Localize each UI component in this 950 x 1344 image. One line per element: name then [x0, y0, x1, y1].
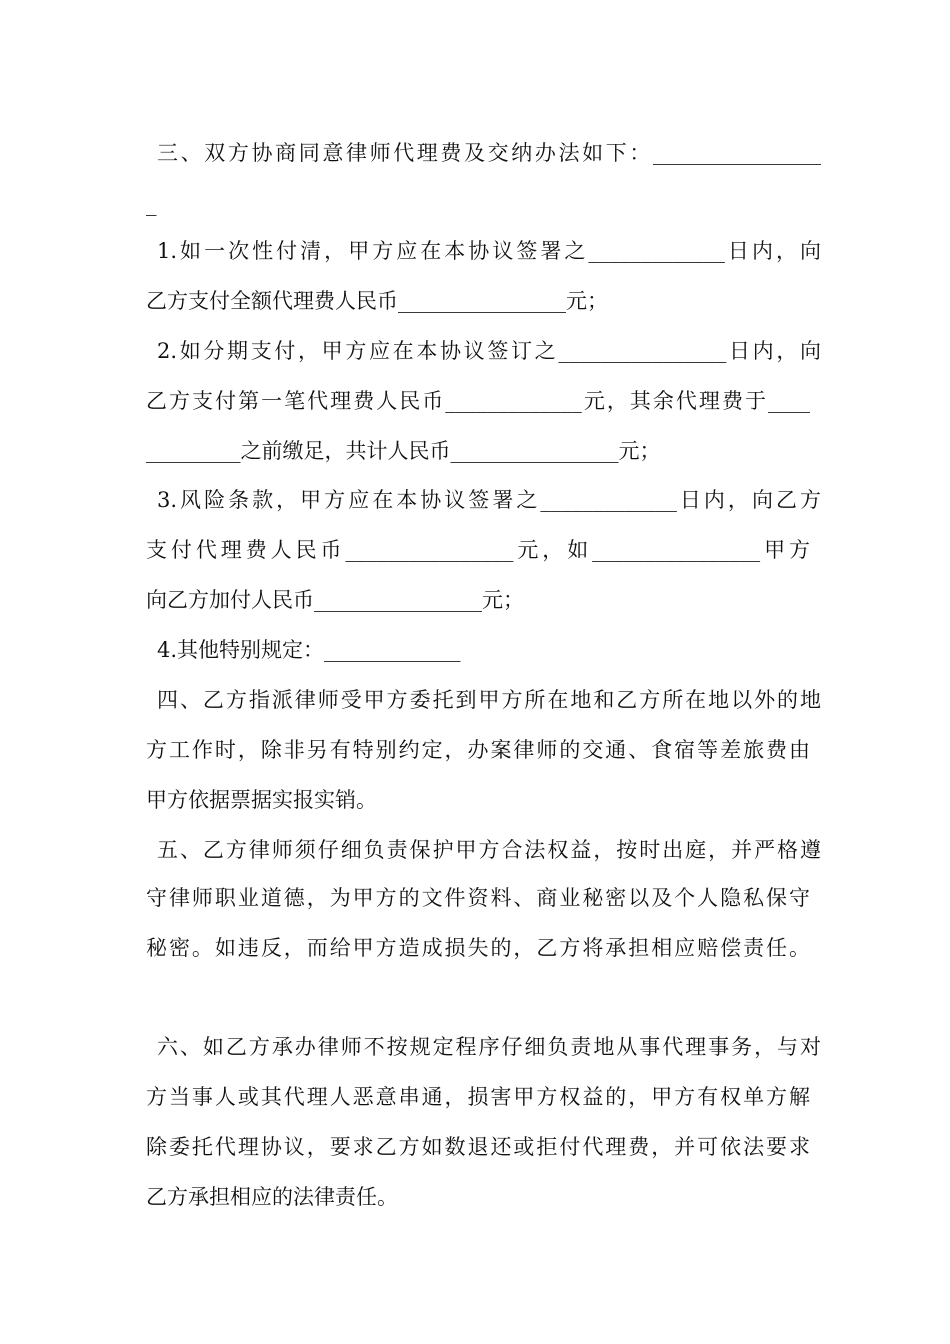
section-5-line-1: 五、乙方律师须仔细负责保护甲方合法权益，按时出庭，并严格遵	[157, 838, 821, 862]
section-3-heading-continuation: _	[146, 192, 157, 216]
section-4-line-3: 甲方依据票据实报实销。	[146, 788, 377, 812]
clause-3-4-line: 4.其他特别规定：_____________	[157, 638, 461, 662]
section-6-line-1: 六、如乙方承办律师不按规定程序仔细负责地从事代理事务，与对	[157, 1035, 821, 1059]
clause-3-3-line-1: 3.风险条款，甲方应在本协议签署之_____________日内，向乙方	[157, 488, 821, 512]
section-3-heading-line: 三、双方协商同意律师代理费及交纳办法如下：________________	[157, 141, 821, 165]
clause-3-3-line-2: 支付代理费人民币________________元，如________________甲方	[146, 538, 810, 562]
section-4-line-2: 方工作时，除非另有特别约定，办案律师的交通、食宿等差旅费由	[146, 738, 810, 762]
clause-3-2-line-2: 乙方支付第一笔代理费人民币_____________元，其余代理费于____	[146, 389, 810, 413]
clause-3-1-line-2: 乙方支付全额代理费人民币________________元；	[146, 289, 608, 313]
clause-3-2-line-1: 2.如分期支付，甲方应在本协议签订之________________日内，向	[157, 339, 821, 363]
section-6-line-3: 除委托代理协议，要求乙方如数退还或拒付代理费，并可依法要求	[146, 1135, 810, 1159]
section-4-line-1: 四、乙方指派律师受甲方委托到甲方所在地和乙方所在地以外的地	[157, 688, 821, 712]
clause-3-3-line-3: 向乙方加付人民币________________元；	[146, 588, 524, 612]
section-5-line-2: 守律师职业道德，为甲方的文件资料、商业秘密以及个人隐私保守	[146, 886, 810, 910]
section-5-line-3: 秘密。如违反，而给甲方造成损失的，乙方将承担相应赔偿责任。	[146, 936, 810, 960]
section-6-line-4: 乙方承担相应的法律责任。	[146, 1185, 398, 1209]
clause-3-2-line-3: _________之前缴足，共计人民币________________元；	[146, 439, 661, 463]
clause-3-1-line-1: 1.如一次性付清，甲方应在本协议签署之_____________日内，向	[157, 239, 821, 263]
section-6-line-2: 方当事人或其代理人恶意串通，损害甲方权益的，甲方有权单方解	[146, 1085, 810, 1109]
